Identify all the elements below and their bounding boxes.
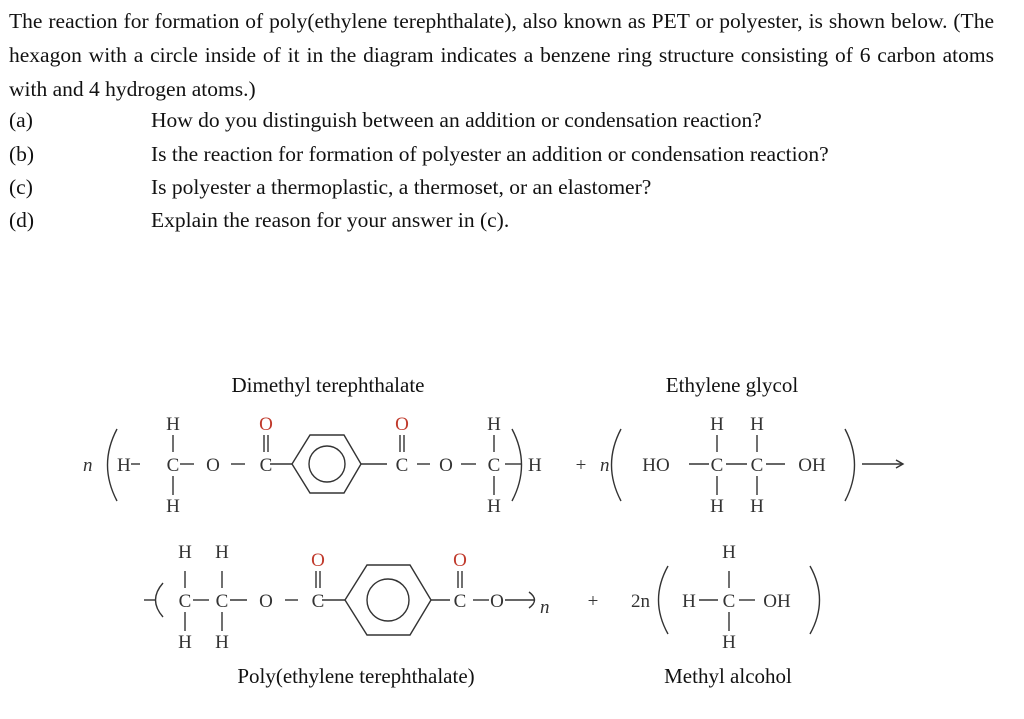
problem-intro: The reaction for formation of poly(ethylene terephthalate), also known as PET or polyester, is shown below. (The hexagon with a circle inside of it in the diagram indicates a benzene ring structure consisting of 6 carbon atoms with and 4 hydrogen atoms.) — [9, 9, 994, 101]
label-dimethyl-terephthalate: Dimethyl terephthalate — [231, 373, 425, 397]
atom-o: O — [453, 550, 467, 571]
atom-c: C — [710, 455, 724, 476]
atom-h: H — [710, 496, 724, 517]
reaction-diagram — [0, 360, 1024, 715]
question-a — [9, 104, 1009, 136]
atom-c: C — [722, 591, 736, 612]
atom-h: H — [487, 496, 501, 517]
atom-oh: OH — [798, 455, 826, 476]
atom-h: H — [487, 414, 501, 435]
atom-o: O — [395, 414, 409, 435]
coefficient-n: n — [540, 597, 550, 618]
atom-o: O — [439, 455, 453, 476]
question-text: Is polyester a thermoplastic, a thermoset, or an elastomer? — [151, 175, 652, 199]
atom-ho: HO — [642, 455, 670, 476]
atom-h: H — [166, 414, 180, 435]
atom-c: C — [259, 455, 273, 476]
atom-h: H — [178, 632, 192, 653]
label-methyl-alcohol: Methyl alcohol — [664, 664, 792, 688]
label-pet: Poly(ethylene terephthalate) — [237, 664, 475, 688]
question-label: (d) — [9, 208, 35, 232]
atom-c: C — [178, 591, 192, 612]
atom-h: H — [710, 414, 724, 435]
atom-h: H — [750, 414, 764, 435]
plus-sign: + — [587, 591, 599, 612]
atom-c: C — [311, 591, 325, 612]
atom-h: H — [750, 496, 764, 517]
plus-sign: + — [575, 455, 587, 476]
coefficient-n: n — [600, 455, 610, 476]
atom-o: O — [311, 550, 325, 571]
atom-o: O — [259, 414, 273, 435]
question-text: Explain the reason for your answer in (c). — [151, 208, 510, 232]
atom-o: O — [259, 591, 273, 612]
atom-o: O — [490, 591, 504, 612]
question-label: (b) — [9, 142, 35, 166]
atom-c: C — [453, 591, 467, 612]
coefficient-2n: 2n — [631, 591, 650, 612]
atom-h: H — [117, 455, 131, 476]
question-text: How do you distinguish between an addition or condensation reaction? — [151, 108, 762, 132]
question-label: (a) — [9, 108, 33, 132]
question-label: (c) — [9, 175, 33, 199]
atom-h: H — [722, 542, 736, 563]
atom-c: C — [166, 455, 180, 476]
atom-o: O — [206, 455, 220, 476]
atom-c: C — [487, 455, 501, 476]
label-ethylene-glycol: Ethylene glycol — [665, 373, 799, 397]
coefficient-n: n — [83, 455, 93, 476]
atom-h: H — [215, 632, 229, 653]
question-d — [9, 204, 1009, 236]
question-b — [9, 138, 1009, 170]
atom-h: H — [166, 496, 180, 517]
atom-h: H — [528, 455, 542, 476]
atom-h: H — [215, 542, 229, 563]
question-c — [9, 171, 1009, 203]
atom-c: C — [215, 591, 229, 612]
atom-oh: OH — [763, 591, 791, 612]
atom-h: H — [178, 542, 192, 563]
atom-h: H — [722, 632, 736, 653]
atom-h: H — [682, 591, 696, 612]
atom-c: C — [750, 455, 764, 476]
atom-c: C — [395, 455, 409, 476]
question-text: Is the reaction for formation of polyester an addition or condensation reaction? — [151, 142, 829, 166]
